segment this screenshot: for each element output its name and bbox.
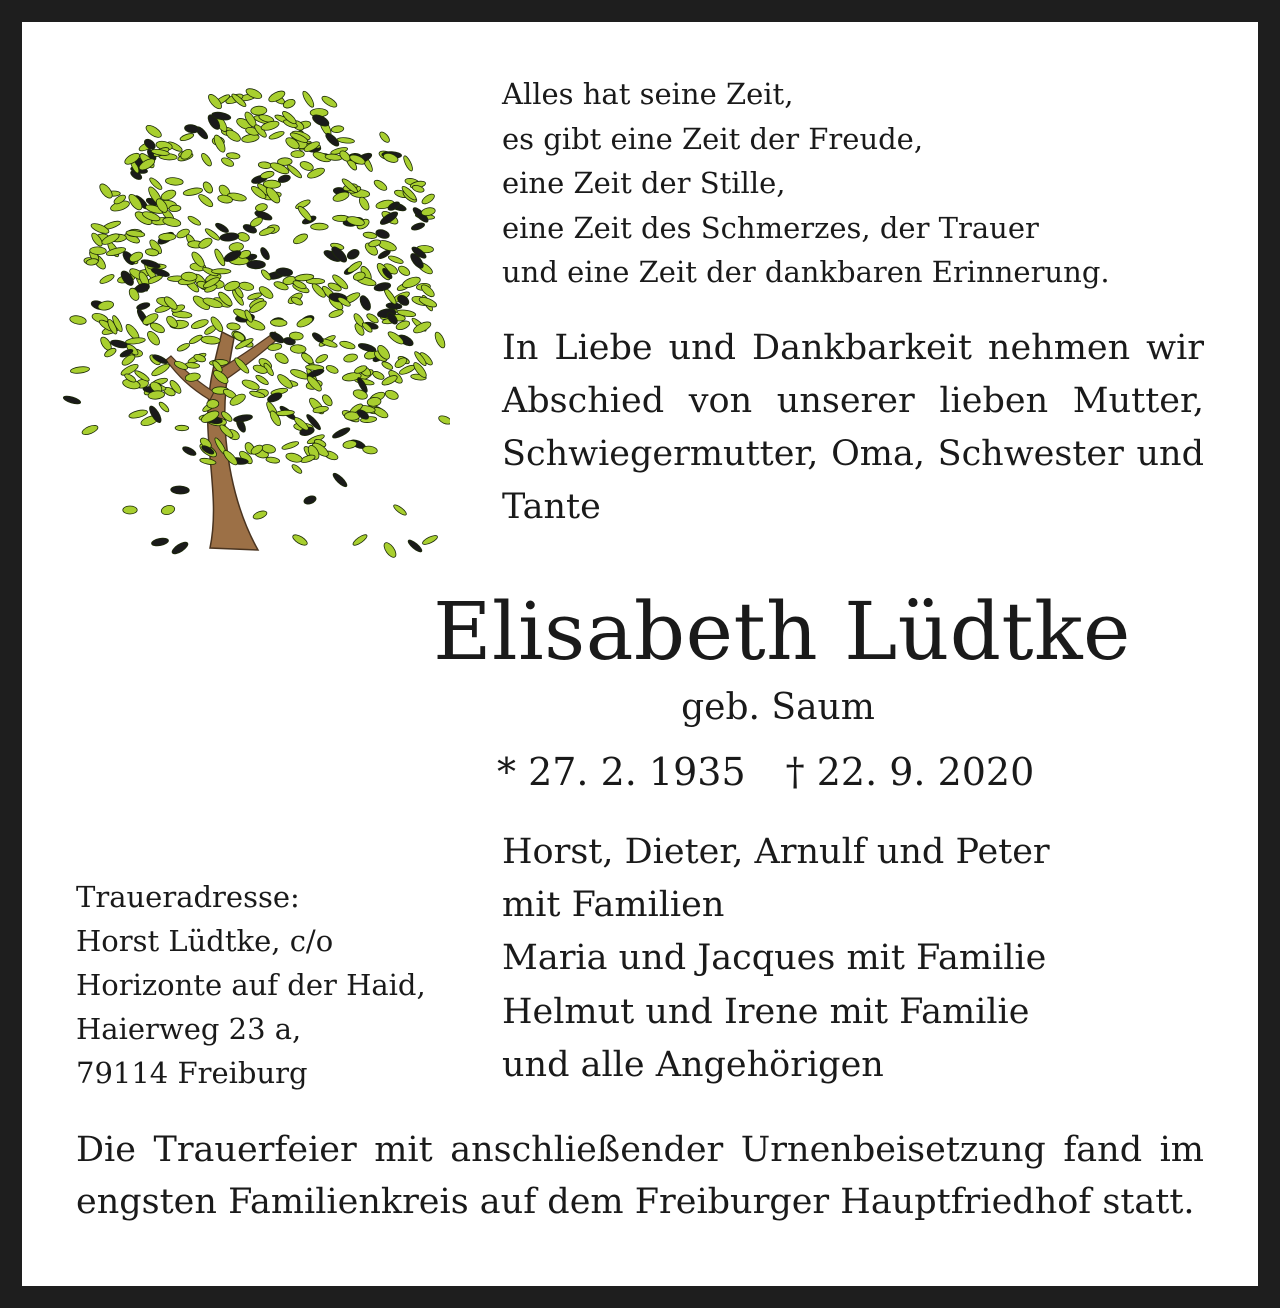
leaf xyxy=(266,456,281,464)
address-line: Traueradresse: xyxy=(76,880,300,914)
leaf xyxy=(320,94,338,109)
leaf xyxy=(311,223,329,230)
leaf xyxy=(151,537,169,547)
leaf xyxy=(190,318,209,331)
leaf xyxy=(220,232,240,242)
leaf xyxy=(381,360,394,371)
leaf xyxy=(411,222,426,232)
leaf xyxy=(373,178,389,192)
leaf xyxy=(420,192,436,206)
leaf xyxy=(251,106,267,116)
leaf xyxy=(378,130,391,144)
leaf xyxy=(160,504,175,516)
leaf xyxy=(300,351,315,365)
birth-name: geb. Saum xyxy=(681,687,875,728)
leaf xyxy=(255,203,268,213)
mourners-list xyxy=(502,826,1222,1092)
leaf xyxy=(81,424,99,437)
leaf xyxy=(170,540,189,556)
leaf xyxy=(325,364,339,375)
leaf xyxy=(343,353,358,364)
poem xyxy=(502,72,1222,295)
leaf xyxy=(290,344,306,353)
ceremony-text: Die Trauerfeier mit anschließender Urnenbeisetzung fand im engsten Familienkreis auf dem Freiburger Hauptfriedhof statt. xyxy=(76,1130,1204,1222)
leaf xyxy=(159,233,176,241)
leaf xyxy=(214,222,230,235)
leaf xyxy=(179,132,194,142)
leaf xyxy=(372,370,386,381)
leaf xyxy=(382,541,398,560)
leaf xyxy=(368,239,382,248)
leaf xyxy=(268,130,285,141)
leaf xyxy=(226,322,240,330)
leaf xyxy=(407,538,424,553)
mourner-line: und alle Angehörigen xyxy=(502,1044,884,1085)
leaf xyxy=(150,362,171,378)
leaf xyxy=(144,123,163,140)
leaf xyxy=(247,260,266,268)
leaf xyxy=(258,161,272,169)
mourner-line: Maria und Jacques mit Familie xyxy=(502,938,1047,979)
mourning-address xyxy=(76,875,456,1095)
leaf xyxy=(291,463,304,475)
leaf xyxy=(363,231,378,239)
leaf xyxy=(123,506,137,514)
life-dates xyxy=(497,744,1117,800)
intro-text: In Liebe und Dankbarkeit nehmen wir Abschied von unserer lieben Mutter, Schwiegermutter, Oma, Schwester und Tante xyxy=(502,328,1204,527)
leaf xyxy=(201,335,221,344)
leaf xyxy=(200,152,214,168)
leaf xyxy=(337,137,355,144)
leaf xyxy=(181,445,197,457)
leaf xyxy=(291,533,309,547)
address-line: 79114 Freiburg xyxy=(76,1056,308,1090)
leaf xyxy=(110,339,129,350)
leaf xyxy=(187,215,202,227)
poem-line: Alles hat seine Zeit, xyxy=(502,77,794,111)
leaf xyxy=(197,236,214,250)
leaf xyxy=(162,216,182,228)
leaf xyxy=(70,366,90,374)
leaf xyxy=(233,413,253,423)
leaf xyxy=(384,389,399,401)
leaf xyxy=(90,247,107,255)
address-line: Horizonte auf der Haid, xyxy=(76,968,426,1002)
leaf xyxy=(402,155,414,172)
leaf xyxy=(339,340,356,351)
leaf xyxy=(197,192,215,208)
leaf xyxy=(375,228,391,240)
leaf xyxy=(352,533,369,547)
leaf xyxy=(291,151,304,158)
leaf xyxy=(136,301,151,311)
windblown-tree-icon xyxy=(60,70,450,560)
leaf xyxy=(292,232,309,246)
mourner-line: mit Familien xyxy=(502,885,725,926)
leaf xyxy=(303,494,317,505)
leaf xyxy=(158,401,171,414)
leaf xyxy=(99,273,116,285)
leaf xyxy=(357,342,376,353)
mourner-line: Horst, Dieter, Arnulf und Peter xyxy=(502,832,1050,872)
leaf xyxy=(212,269,231,274)
leaf xyxy=(331,471,348,488)
leaf xyxy=(184,124,199,134)
poem-line: eine Zeit des Schmerzes, der Trauer xyxy=(502,210,1039,245)
leaf xyxy=(259,246,271,261)
leaf xyxy=(346,247,361,261)
poem-line: es gibt eine Zeit der Freude, xyxy=(502,121,924,156)
leaf xyxy=(252,509,268,520)
leaf xyxy=(437,414,450,426)
leaf xyxy=(397,264,412,277)
leaf xyxy=(181,272,197,281)
deceased-name: Elisabeth Lüdtke xyxy=(433,585,1131,678)
leaf xyxy=(260,170,275,180)
mourner-line: Helmut und Irene mit Familie xyxy=(502,991,1030,1032)
leaf xyxy=(331,426,351,440)
birth-date: * 27. 2. 1935 xyxy=(497,750,746,794)
leaf xyxy=(281,440,299,451)
leaf xyxy=(175,425,189,431)
leaf xyxy=(273,351,290,366)
poem-line: und eine Zeit der dankbaren Erinnerung. xyxy=(502,255,1110,290)
leaf xyxy=(171,486,190,495)
leaf xyxy=(125,337,145,345)
leaf xyxy=(321,393,335,407)
leaf xyxy=(358,294,373,312)
leaf xyxy=(63,394,82,405)
leaf xyxy=(421,534,438,546)
address-line: Haierweg 23 a, xyxy=(76,1012,302,1046)
leaf xyxy=(201,180,214,195)
death-date: † 22. 9. 2020 xyxy=(785,750,1035,794)
leaf xyxy=(367,397,382,407)
leaf xyxy=(176,342,190,353)
leaf xyxy=(311,331,325,344)
leaf xyxy=(342,440,357,450)
obituary-notice xyxy=(22,22,1258,1286)
leaf xyxy=(314,353,328,365)
leaf xyxy=(357,196,371,212)
leaf xyxy=(165,177,183,186)
leaf xyxy=(433,331,447,349)
leaf xyxy=(282,98,296,110)
leaf xyxy=(421,207,436,217)
leaf xyxy=(331,125,344,133)
leaf xyxy=(392,503,407,516)
leaf xyxy=(69,315,87,326)
address-line: Horst Lüdtke, c/o xyxy=(76,924,334,958)
poem-line: eine Zeit der Stille, xyxy=(502,166,786,201)
leaf xyxy=(270,319,287,327)
leaf xyxy=(362,445,378,455)
leaf xyxy=(263,180,281,189)
leaf xyxy=(285,452,303,464)
leaf xyxy=(387,254,404,265)
leaf xyxy=(301,90,316,109)
tree-leaves xyxy=(63,87,450,560)
leaf xyxy=(188,334,203,346)
